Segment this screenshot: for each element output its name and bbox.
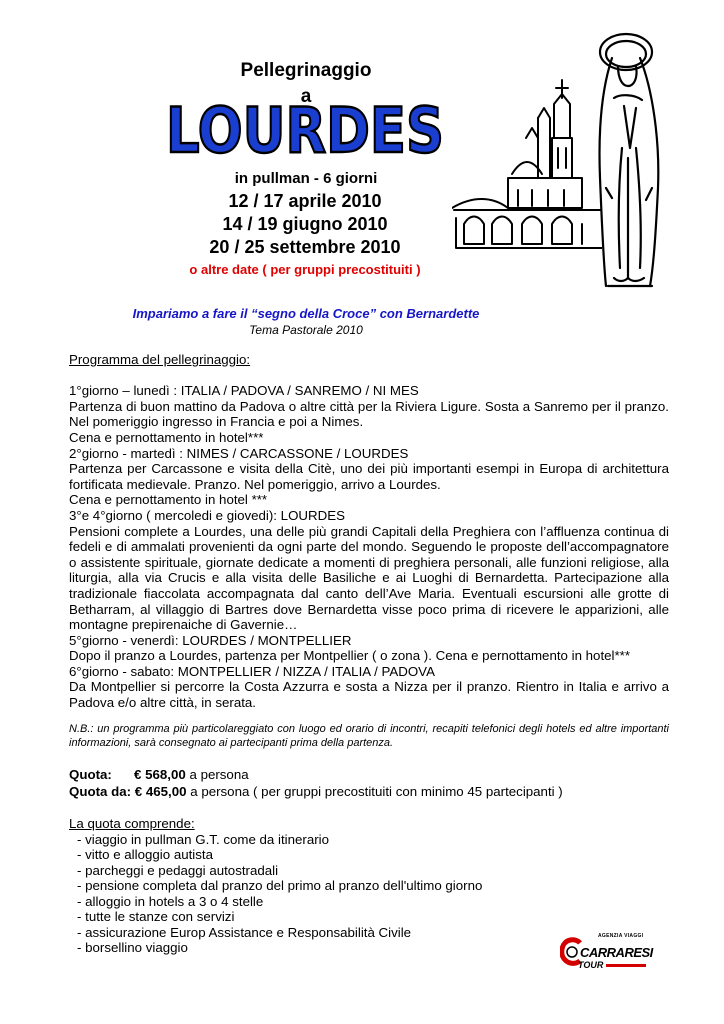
day-6-heading: 6°giorno - sabato: MONTPELLIER / NIZZA / ITALIA / PADOVA <box>69 663 435 679</box>
day-2-text: Partenza per Carcassone e visita della Citè, uno dei più importanti esempi in Europa di architettura fortificata medievale. Pranzo. Nel pomeriggio, arrivo a Lourdes. <box>69 461 669 492</box>
list-item: - vitto e alloggio autista <box>77 847 214 862</box>
list-item: - alloggio in hotels a 3 o 4 stelle <box>77 893 264 909</box>
program-section <box>69 352 669 711</box>
basilica-illustration <box>452 78 602 258</box>
title-pellegrinaggio: Pellegrinaggio <box>240 60 372 81</box>
quota-line <box>69 767 669 782</box>
list-item: - parcheggi e pedaggi autostradali <box>77 862 279 878</box>
title-a: a <box>300 86 312 107</box>
agency-tour: TOUR <box>578 960 604 970</box>
date-june: 14 / 19 giugno 2010 <box>222 214 388 234</box>
list-item: - borsellino viaggio <box>77 940 188 955</box>
agency-logo <box>560 933 652 973</box>
subtitle: in pullman - 6 giorni <box>234 170 378 187</box>
day-1-text: Partenza di buon mattino da Padova o altre città per la Riviera Ligure. Sosta a Sanremo per il pranzo. Nel pomeriggio ingresso in Francia e poi a Nimes. <box>69 398 669 430</box>
day-3-4-heading: 3°e 4°giorno ( mercoledi e giovedi): LOURDES <box>69 507 345 523</box>
quota-da-price: € 465,00 <box>134 784 187 799</box>
quota-da-label: Quota da: <box>69 784 132 799</box>
day-5-text: Dopo il pranzo a Lourdes, partenza per Montpellier ( o zona ). Cena e pernottamento in hotel*** <box>69 648 631 664</box>
agency-small-text: AGENZIA VIAGGI <box>598 933 644 939</box>
pastoral-theme: Tema Pastorale 2010 <box>249 323 363 337</box>
day-2-heading: 2°giorno - martedì : NIMES / CARCASSONE / LOURDES <box>69 445 409 461</box>
lourdes-title <box>160 92 450 172</box>
day-3-4-text: Pensioni complete a Lourdes, una delle più grandi Capitali della Preghiera con l’affluenza continua di fedeli e di ammalati provenienti da ogni parte del mondo. Seguendo le proposte dell’accompagnatore o assistente spirituale, giornate dedicate a momenti di preghiera personali, alle funzioni religiose, alla liturgia, alla via Crucis e alla visita delle Basiliche e ai Luoghi di Bernardetta. Partecipazione alla tradizionale fiaccolata accompagnata dal canto dell’Ave Maria. Eventuali escursioni alle grotte di Betharram, al villaggio di Bartres dove Bernardetta visse poco prima di ricevere le apparizioni, alle montagne prepirenaiche di Gavernie… <box>69 523 669 633</box>
date-april: 12 / 17 aprile 2010 <box>228 191 382 211</box>
agency-stripe <box>606 964 646 967</box>
note: N.B.: un programma più particolareggiato con luogo ed orario di incontri, recapiti telefonici degli hotels ed altre importanti informazioni, sarà consegnato ai partecipanti prima della partenza. <box>69 723 669 749</box>
list-item: - assicurazione Europ Assistance e Responsabilità Civile <box>77 924 412 940</box>
quota-price: € 568,00 <box>134 767 186 782</box>
motto: Impariamo a fare il “segno della Croce” con Bernardette <box>132 306 480 321</box>
quota-suffix: a persona <box>185 767 249 782</box>
day-2-dinner: Cena e pernottamento in hotel *** <box>69 492 268 508</box>
list-item: - tutte le stanze con servizi <box>77 909 235 924</box>
quota-da-suffix: a persona ( per gruppi precostituiti con minimo 45 partecipanti ) <box>186 784 563 799</box>
list-item: - pensione completa dal pranzo del primo al pranzo dell'ultimo giorno <box>77 878 483 893</box>
agency-name: CARRARESI <box>580 945 653 960</box>
list-item: - viaggio in pullman G.T. come da itinerario <box>77 831 330 847</box>
other-dates: o altre date ( per gruppi precostituiti ) <box>189 262 421 277</box>
includes-title: La quota comprende: <box>69 816 195 831</box>
day-1-heading: 1°giorno – lunedì : ITALIA / PADOVA / SANREMO / NI MES <box>69 383 419 399</box>
date-september: 20 / 25 settembre 2010 <box>209 237 401 257</box>
lourdes-title-text: LOURDES <box>166 94 444 167</box>
day-6-text: Da Montpellier si percorre la Costa Azzurra e sosta a Nizza per il pranzo. Rientro in Italia e arrivo a Padova e/o altre città, in serata. <box>69 679 669 711</box>
quota-da-line <box>69 784 669 799</box>
program-title: Programma del pellegrinaggio: <box>69 352 251 367</box>
day-5-heading: 5°giorno - venerdì: LOURDES / MONTPELLIER <box>69 632 352 648</box>
quota-label: Quota: <box>69 767 112 782</box>
day-1-dinner: Cena e pernottamento in hotel*** <box>69 429 264 445</box>
